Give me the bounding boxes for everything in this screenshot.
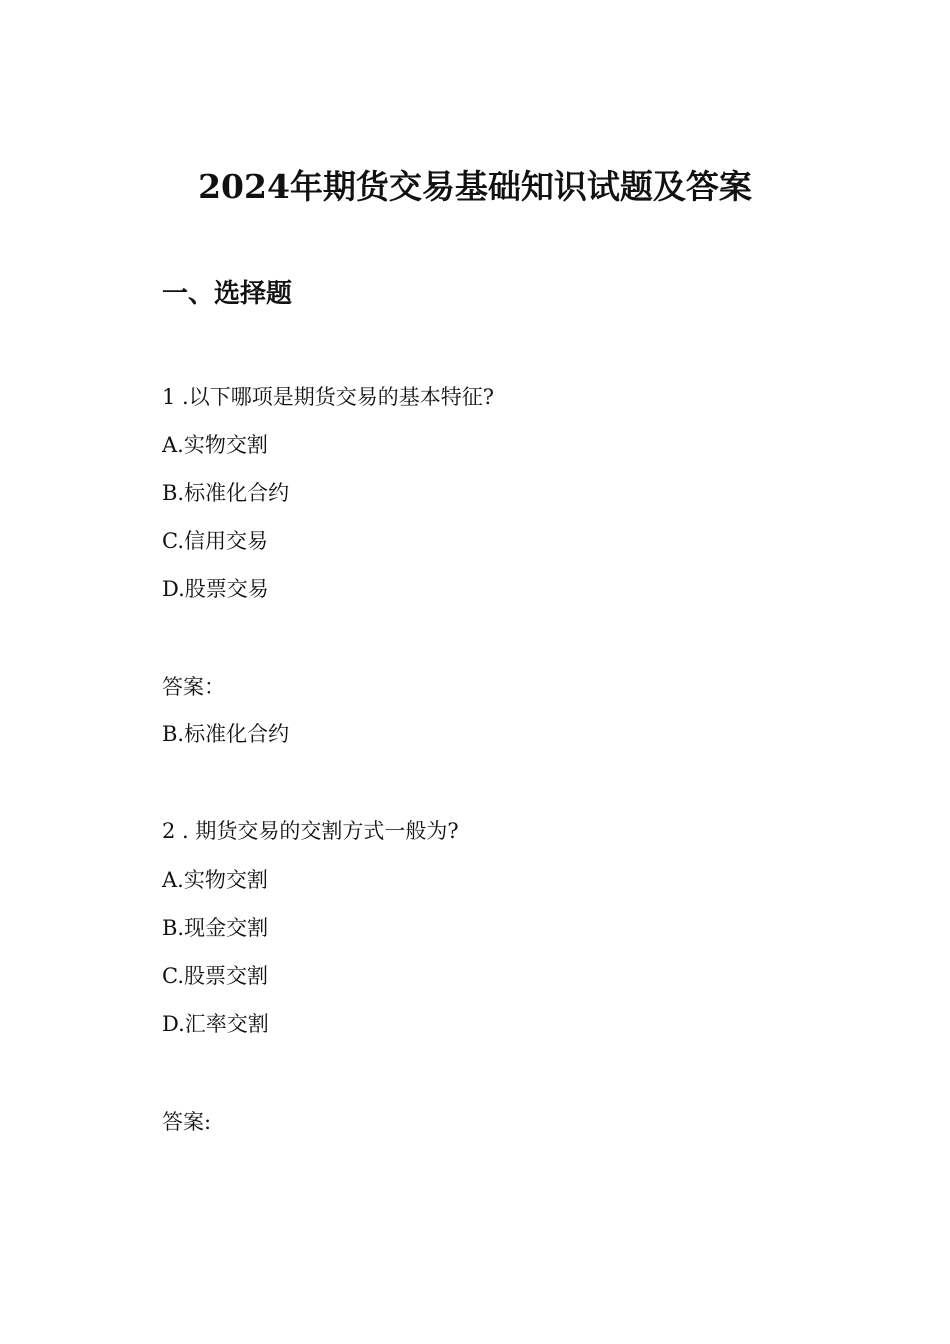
question-1-answer-label: 答案： (162, 675, 225, 699)
question-1-answer: B.标准化合约 (162, 722, 290, 746)
question-2-option-c: C.股票交割 (162, 964, 268, 988)
document-title: 2024年期货交易基础知识试题及答案 (198, 167, 752, 206)
question-2-stem: 2 . 期货交易的交割方式一般为? (162, 819, 459, 843)
question-1-option-c: C.信用交易 (162, 529, 268, 553)
question-2-option-d: D.汇率交割 (162, 1012, 269, 1036)
question-1-option-a: A.实物交割 (162, 433, 268, 457)
question-2-option-a: A.实物交割 (162, 868, 268, 892)
question-2-option-b: B.现金交割 (162, 916, 269, 940)
question-1-option-d: D.股票交易 (162, 577, 269, 601)
question-1-stem: 1 .以下哪项是期货交易的基本特征? (162, 385, 494, 409)
question-1-option-b: B.标准化合约 (162, 481, 290, 505)
section-heading: 一、选择题 (162, 279, 293, 309)
question-2-answer-label: 答案: (162, 1110, 212, 1134)
